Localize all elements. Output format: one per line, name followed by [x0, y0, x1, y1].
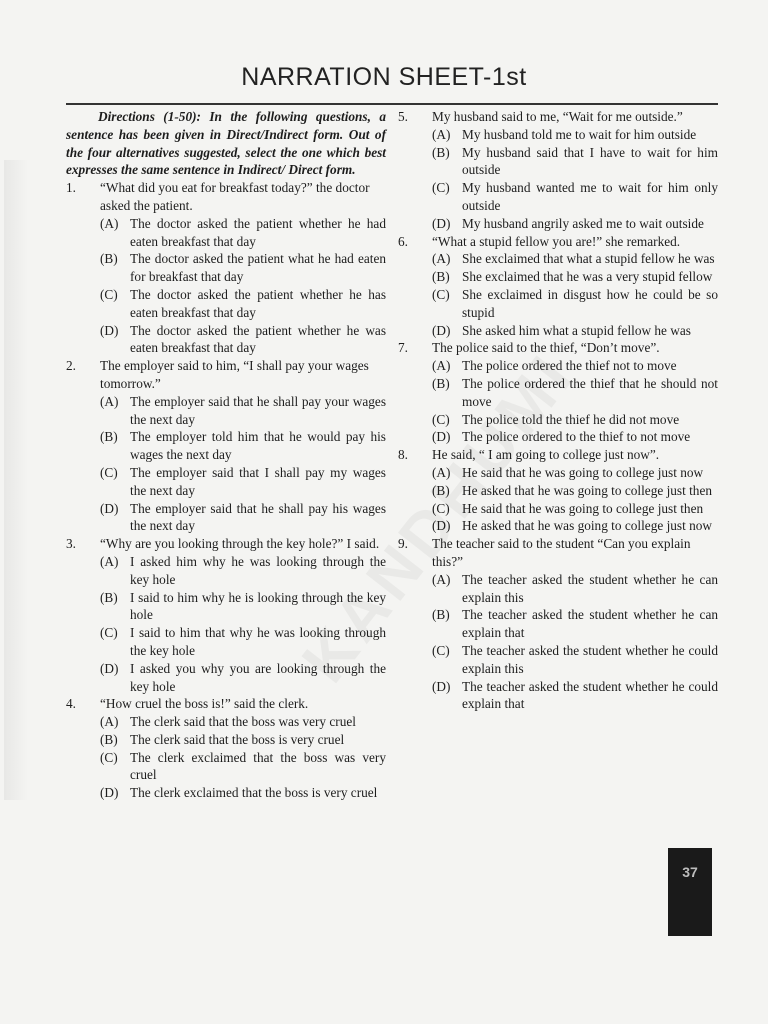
- option-text: I said to him that why he was looking through the key hole: [130, 625, 386, 658]
- option-label: (D): [432, 429, 451, 445]
- option-text: The employer said that he shall pay your wages the next day: [130, 393, 386, 427]
- answer-option: [432, 375, 718, 411]
- option-text: The police ordered to the thief to not move: [462, 429, 691, 445]
- option-label: (D): [100, 322, 119, 338]
- option-label: (B): [432, 482, 450, 498]
- option-text: The employer told him that he would pay his wages the next day: [130, 429, 386, 463]
- option-text: She exclaimed that he was a very stupid fellow: [462, 269, 713, 285]
- option-label: (B): [100, 251, 118, 267]
- question-stem: [66, 535, 386, 553]
- option-label: (B): [432, 375, 450, 391]
- option-label: (A): [432, 358, 451, 374]
- question-stem: [398, 233, 718, 251]
- option-text: The teacher asked the student whether he can explain that: [462, 607, 718, 641]
- answer-option: [100, 553, 386, 589]
- scan-edge-shadow: [4, 160, 28, 800]
- option-text: He said that he was going to college just then: [462, 500, 704, 516]
- question-stem: [398, 339, 718, 357]
- option-list: [100, 393, 386, 535]
- option-list: [100, 215, 386, 357]
- question-item: [398, 108, 718, 233]
- option-label: (C): [432, 411, 450, 427]
- answer-option: [100, 250, 386, 286]
- question-item: [398, 339, 718, 446]
- option-text: The clerk exclaimed that the boss was very cruel: [130, 749, 386, 783]
- option-text: My husband wanted me to wait for him only outside: [462, 180, 718, 213]
- option-label: (A): [432, 571, 451, 587]
- question-item: [398, 233, 718, 340]
- option-text: My husband angrily asked me to wait outside: [462, 215, 704, 231]
- question-number: 3.: [66, 536, 76, 552]
- answer-option: [100, 500, 386, 536]
- option-text: The clerk said that the boss was very cruel: [130, 714, 356, 730]
- answer-option: [432, 464, 718, 482]
- question-number: 8.: [398, 447, 408, 463]
- question-number: 4.: [66, 696, 76, 712]
- option-list: [100, 553, 386, 695]
- answer-option: [432, 571, 718, 607]
- answer-option: [432, 517, 718, 535]
- question-stem: [66, 695, 386, 713]
- option-text: The doctor asked the patient whether he was eaten breakfast that day: [130, 322, 386, 356]
- question-item: [398, 535, 718, 713]
- option-text: The doctor asked the patient whether he has eaten breakfast that day: [130, 286, 386, 320]
- answer-option: [100, 464, 386, 500]
- option-text: He asked that he was going to college just then: [462, 482, 712, 498]
- option-list: [432, 250, 718, 339]
- option-text: The teacher asked the student whether he could explain that: [462, 678, 718, 712]
- answer-option: [432, 428, 718, 446]
- answer-option: [100, 731, 386, 749]
- option-text: The teacher asked the student whether he can explain this: [462, 571, 718, 605]
- right-column: [398, 108, 718, 713]
- title-divider: [66, 103, 718, 105]
- option-label: (C): [100, 464, 118, 480]
- answer-option: [100, 589, 386, 625]
- answer-option: [432, 286, 718, 322]
- question-number: 6.: [398, 233, 408, 249]
- question-text: “How cruel the boss is!” said the clerk.: [100, 696, 309, 712]
- option-text: My husband told me to wait for him outside: [462, 126, 697, 142]
- option-label: (D): [432, 322, 451, 338]
- question-number: 9.: [398, 536, 408, 552]
- option-label: (D): [100, 785, 119, 801]
- answer-option: [432, 268, 718, 286]
- answer-option: [432, 482, 718, 500]
- answer-option: [100, 749, 386, 785]
- option-label: (A): [432, 126, 451, 142]
- question-text: The employer said to him, “I shall pay your wages tomorrow.”: [100, 358, 369, 391]
- option-list: [432, 357, 718, 446]
- option-label: (B): [432, 144, 450, 160]
- answer-option: [432, 678, 718, 714]
- option-label: (D): [100, 660, 119, 676]
- left-column: [66, 108, 386, 802]
- question-text: “What did you eat for breakfast today?” the doctor asked the patient.: [100, 180, 370, 213]
- option-label: (A): [432, 251, 451, 267]
- question-stem: [66, 357, 386, 393]
- option-text: She exclaimed in disgust how he could be so stupid: [462, 286, 718, 320]
- option-label: (A): [100, 553, 119, 569]
- option-text: She exclaimed that what a stupid fellow he was: [462, 251, 715, 267]
- answer-option: [100, 713, 386, 731]
- option-text: I said to him why he is looking through the key hole: [130, 589, 386, 623]
- answer-option: [432, 144, 718, 180]
- option-label: (C): [432, 500, 450, 516]
- answer-option: [432, 250, 718, 268]
- right-question-list: [398, 108, 718, 713]
- option-text: The employer said that he shall pay his wages the next day: [130, 500, 386, 534]
- option-text: My husband said that I have to wait for him outside: [462, 144, 718, 178]
- question-text: “What a stupid fellow you are!” she remarked.: [432, 233, 681, 249]
- option-label: (C): [100, 286, 118, 302]
- answer-option: [432, 642, 718, 678]
- answer-option: [100, 393, 386, 429]
- question-number: 1.: [66, 180, 76, 196]
- answer-option: [432, 500, 718, 518]
- option-text: He said that he was going to college just now: [462, 464, 704, 480]
- option-label: (A): [100, 215, 119, 231]
- option-label: (C): [100, 749, 118, 765]
- answer-option: [432, 322, 718, 340]
- option-label: (C): [432, 180, 450, 196]
- option-label: (A): [100, 393, 119, 409]
- question-text: The teacher said to the student “Can you explain this?”: [432, 536, 691, 569]
- answer-option: [100, 286, 386, 322]
- question-number: 7.: [398, 340, 408, 356]
- option-text: The police told the thief he did not move: [462, 411, 680, 427]
- question-item: [398, 446, 718, 535]
- option-text: The police ordered the thief not to move: [462, 358, 677, 374]
- answer-option: [100, 428, 386, 464]
- option-text: The employer said that I shall pay my wages the next day: [130, 464, 386, 498]
- question-item: [66, 357, 386, 535]
- answer-option: [100, 784, 386, 802]
- option-text: The doctor asked the patient whether he had eaten breakfast that day: [130, 215, 386, 249]
- question-text: “Why are you looking through the key hole?” I said.: [100, 536, 380, 552]
- answer-option: [432, 357, 718, 375]
- page-number-badge: 37: [668, 848, 712, 936]
- option-text: The police ordered the thief that he should not move: [462, 375, 718, 409]
- question-number: 2.: [66, 358, 76, 374]
- directions-text: Directions (1-50): In the following questions, a sentence has been given in Direct/Indirect form. Out of the four alternatives suggested, select the one which best expresses the same sentence in Indirect/ Direct form.: [66, 109, 386, 178]
- option-label: (A): [432, 464, 451, 480]
- option-label: (D): [432, 215, 451, 231]
- answer-option: [432, 411, 718, 429]
- answer-option: [432, 179, 718, 215]
- question-text: My husband said to me, “Wait for me outside.”: [432, 109, 683, 124]
- option-text: The teacher asked the student whether he could explain this: [462, 642, 718, 676]
- option-label: (C): [100, 625, 118, 641]
- option-list: [432, 571, 718, 713]
- option-label: (B): [432, 269, 450, 285]
- question-stem: [398, 535, 718, 571]
- question-text: The police said to the thief, “Don’t move”.: [432, 340, 660, 356]
- option-text: The doctor asked the patient what he had eaten for breakfast that day: [130, 251, 386, 285]
- option-text: The clerk said that the boss is very cruel: [130, 731, 345, 747]
- answer-option: [432, 126, 718, 144]
- answer-option: [100, 624, 386, 660]
- option-label: (D): [432, 518, 451, 534]
- question-text: He said, “ I am going to college just now”.: [432, 447, 660, 463]
- page-title: NARRATION SHEET-1st: [241, 63, 527, 91]
- question-item: [66, 535, 386, 695]
- answer-option: [100, 215, 386, 251]
- answer-option: [100, 660, 386, 696]
- option-label: (A): [100, 714, 119, 730]
- answer-option: [100, 322, 386, 358]
- question-number: 5.: [398, 109, 408, 124]
- question-item: [66, 179, 386, 357]
- option-label: (C): [432, 642, 450, 658]
- option-label: (C): [432, 286, 450, 302]
- option-label: (B): [100, 589, 118, 605]
- option-label: (B): [100, 731, 118, 747]
- option-text: I asked you why you are looking through the key hole: [130, 660, 386, 694]
- option-list: [100, 713, 386, 802]
- option-text: He asked that he was going to college just now: [462, 518, 712, 534]
- answer-option: [432, 215, 718, 233]
- option-label: (B): [100, 429, 118, 445]
- option-text: She asked him what a stupid fellow he was: [462, 322, 691, 338]
- option-list: [432, 464, 718, 535]
- option-label: (D): [100, 500, 119, 516]
- option-label: (D): [432, 678, 451, 694]
- option-text: The clerk exclaimed that the boss is very cruel: [130, 785, 378, 801]
- answer-option: [432, 606, 718, 642]
- question-stem: [398, 446, 718, 464]
- question-stem: [66, 179, 386, 215]
- left-question-list: [66, 179, 386, 802]
- option-text: I asked him why he was looking through the key hole: [130, 553, 386, 587]
- option-label: (B): [432, 607, 450, 623]
- question-item: [66, 695, 386, 802]
- option-list: [432, 126, 718, 233]
- question-stem: [398, 108, 718, 126]
